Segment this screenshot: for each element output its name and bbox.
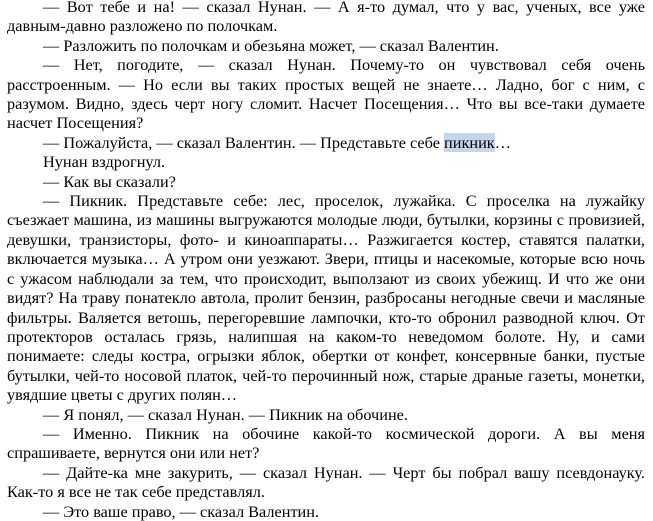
paragraph-9: — Именно. Пикник на обочине какой-то космической дороги. А вы меня спрашиваете, вернутся они или нет?: [7, 423, 645, 463]
paragraph-10: — Дайте-ка мне закурить, — сказал Нунан. — Черт бы побрал вашу псевдонауку. Как-то я все не так себе представлял.: [7, 462, 645, 502]
paragraph-3: — Нет, погодите, — сказал Нунан. Почему-то он чувствовал себя очень расстроенным. — Но если вы таких простых вещей не знаете… Ладно, бог с ним, с разумом. Видно, здесь черт ногу сломит. Насчет Посещения… Что вы все-таки думаете насчет Посещения?: [7, 55, 645, 133]
paragraph-11: — Это ваше право, — сказал Валентин.: [43, 501, 320, 521]
paragraph-4: [7, 133, 645, 152]
paragraph-6: — Как вы сказали?: [43, 171, 176, 191]
paragraph-5: Нунан вздрогнул.: [43, 152, 166, 172]
selected-word-highlight[interactable]: пикник: [444, 132, 495, 152]
paragraph-7: — Пикник. Представьте себе: лес, проселок, лужайка. С проселка на лужайку съезжает машина, из машины выгружаются молодые люди, бутылки, корзины с провизией, девушки, транзисторы, фото- и киноаппараты… Разжигается костер, ставятся палатки, включается музыка… А утром они уезжают. Звери, птицы и насекомые, которые всю ночь с ужасом наблюдали за тем, что происходит, выползают из своих убежищ. И что же они видят? На траву понатекло автола, пролит бензин, разбросаны негодные свечи и масляные фильтры. Валяется ветошь, перегоревшие лампочки, кто-то обронил разводной ключ. От протекторов осталась грязь, налипшая на каком-то неведомом болоте. Ну, и сами понимаете: следы костра, огрызки яблок, обертки от конфет, консервные банки, пустые бутылки, чей-то носовой платок, чей-то перочинный нож, старые драные газеты, монетки, увядшие цветы с других полян…: [7, 191, 645, 405]
document-page: [7, 0, 645, 521]
paragraph-4-before: — Пожалуйста, — сказал Валентин. — Представьте себе: [43, 132, 445, 152]
paragraph-8: — Я понял, — сказал Нунан. — Пикник на обочине.: [43, 404, 408, 424]
paragraph-4-after: …: [494, 132, 511, 152]
paragraph-2: — Разложить по полочкам и обезьяна может, — сказал Валентин.: [43, 35, 499, 55]
paragraph-1: — Вот тебе и на! — сказал Нунан. — А я-то думал, что у вас, ученых, все уже давным-давно разложено по полочкам.: [7, 0, 645, 36]
